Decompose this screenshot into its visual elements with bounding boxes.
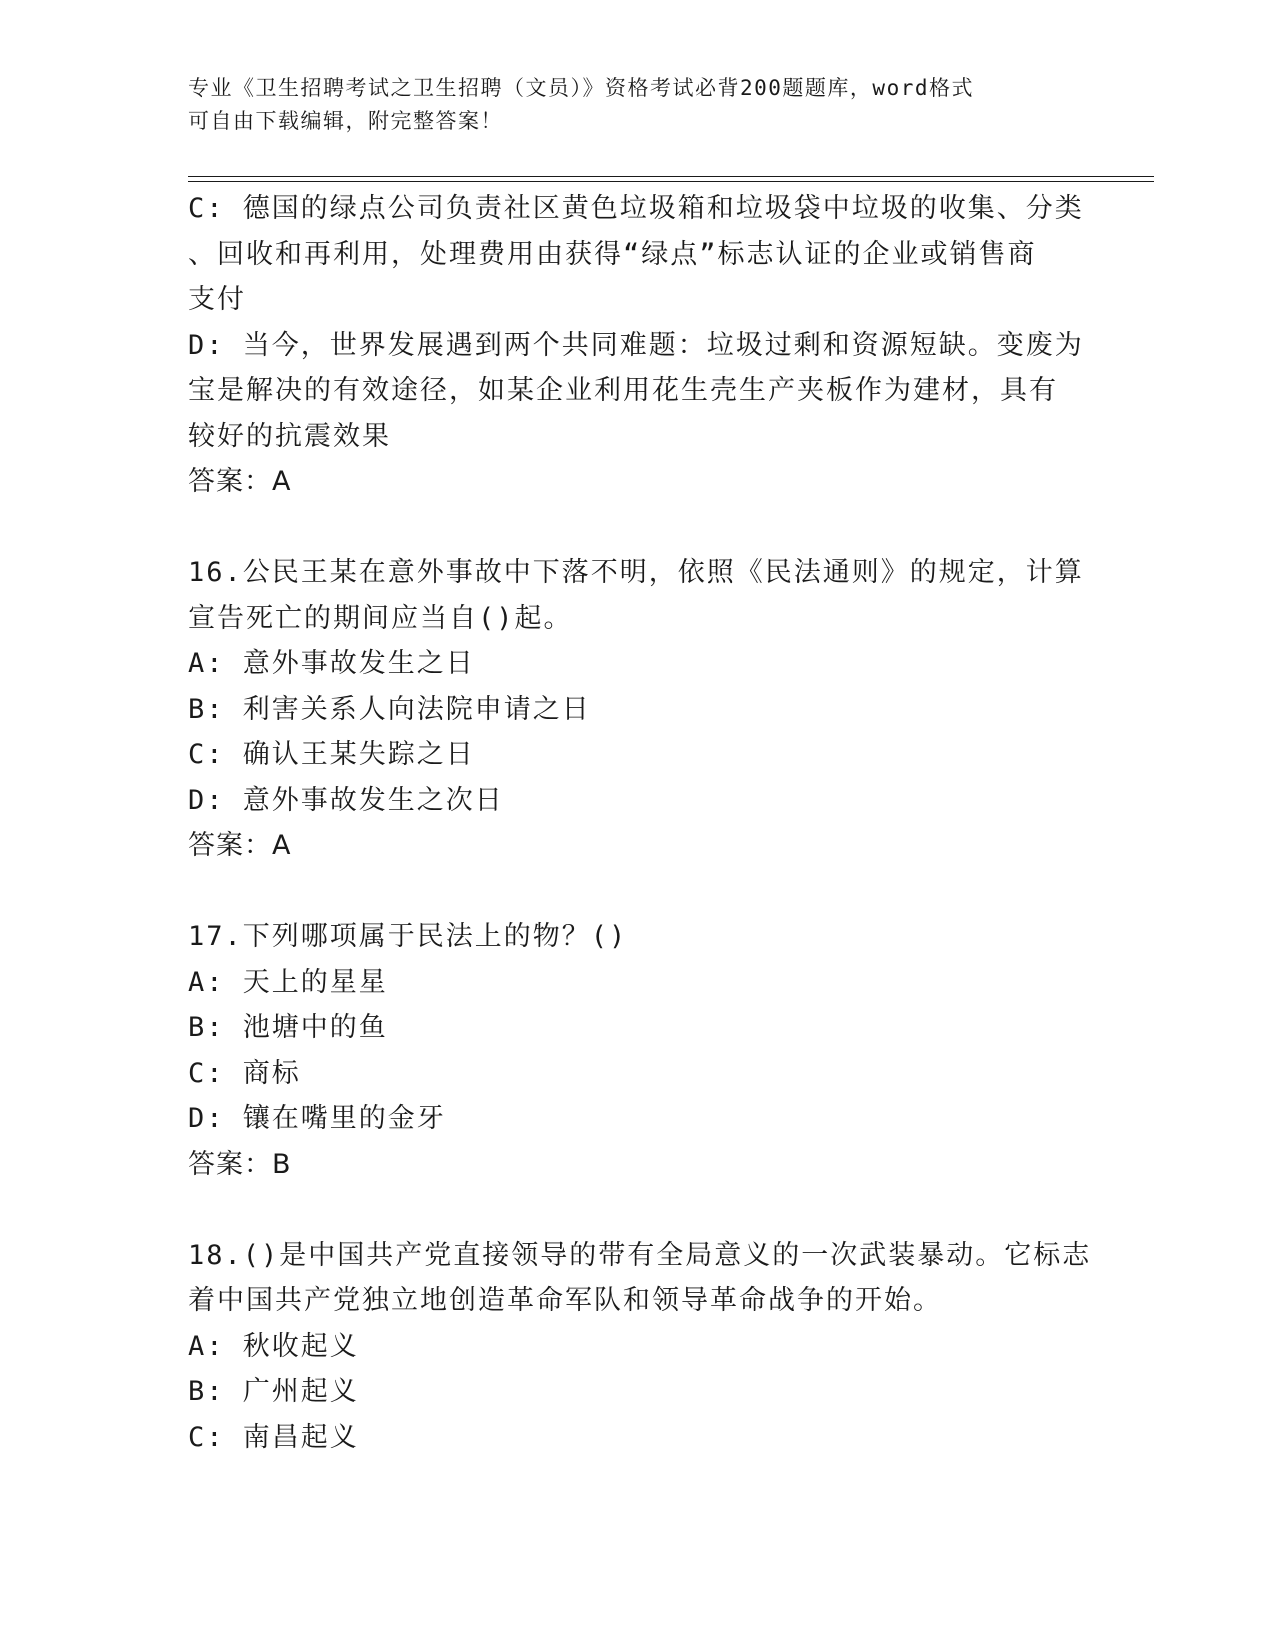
question-gap xyxy=(188,869,1068,915)
header-divider-top xyxy=(188,176,1154,177)
header-divider-bottom xyxy=(188,181,1154,182)
question-17 xyxy=(188,914,1068,1187)
question-stem-line: 着中国共产党独立地创造革命军队和领导革命战争的开始。 xyxy=(188,1285,942,1316)
option-a: A: 秋收起义 xyxy=(188,1330,359,1362)
option-d: D: 镶在嘴里的金牙 xyxy=(188,1103,446,1134)
answer-line: 答案：B xyxy=(188,1148,292,1180)
option-b: B: 利害关系人向法院申请之日 xyxy=(188,693,591,725)
question-gap xyxy=(188,505,1068,551)
header-title-line-2: 可自由下载编辑，附完整答案！ xyxy=(188,109,503,133)
option-d-line: 宝是解决的有效途径，如某企业利用花生壳生产夹板作为建材，具有 xyxy=(188,375,1058,406)
option-a: A: 天上的星星 xyxy=(188,966,388,998)
question-15-continuation xyxy=(188,186,1084,505)
question-16 xyxy=(188,550,1084,869)
option-c: C: 南昌起义 xyxy=(188,1421,359,1453)
header-title-line-1: 专业《卫生招聘考试之卫生招聘（文员）》资格考试必背200题题库，word格式 xyxy=(188,76,974,100)
option-d: D: 意外事故发生之次日 xyxy=(188,784,504,816)
question-gap xyxy=(188,1187,1068,1233)
option-c: C: 确认王某失踪之日 xyxy=(188,739,475,770)
option-b: B: 广州起义 xyxy=(188,1376,359,1407)
option-c-line: 、回收和再利用，处理费用由获得“绿点”标志认证的企业或销售商 xyxy=(188,238,1037,270)
question-stem-line: 18.()是中国共产党直接领导的带有全局意义的一次武装暴动。它标志 xyxy=(188,1239,1092,1271)
answer-line: 答案：A xyxy=(188,466,292,497)
document-header xyxy=(188,72,1068,138)
option-c: C: 商标 xyxy=(188,1057,301,1089)
question-stem-line: 宣告死亡的期间应当自()起。 xyxy=(188,602,573,634)
option-d-line: 较好的抗震效果 xyxy=(188,420,391,452)
question-list xyxy=(188,186,1092,1460)
answer-line: 答案：A xyxy=(188,830,292,861)
question-stem-line: 17.下列哪项属于民法上的物？() xyxy=(188,921,628,952)
question-stem-line: 16.公民王某在意外事故中下落不明，依照《民法通则》的规定，计算 xyxy=(188,557,1084,588)
option-c-line: C: 德国的绿点公司负责社区黄色垃圾箱和垃圾袋中垃圾的收集、分类 xyxy=(188,193,1084,224)
option-b: B: 池塘中的鱼 xyxy=(188,1012,388,1043)
option-c-line: 支付 xyxy=(188,284,246,315)
question-18 xyxy=(188,1233,1092,1461)
option-d-line: D: 当今，世界发展遇到两个共同难题：垃圾过剩和资源短缺。变废为 xyxy=(188,329,1084,361)
option-a: A: 意外事故发生之日 xyxy=(188,648,475,679)
